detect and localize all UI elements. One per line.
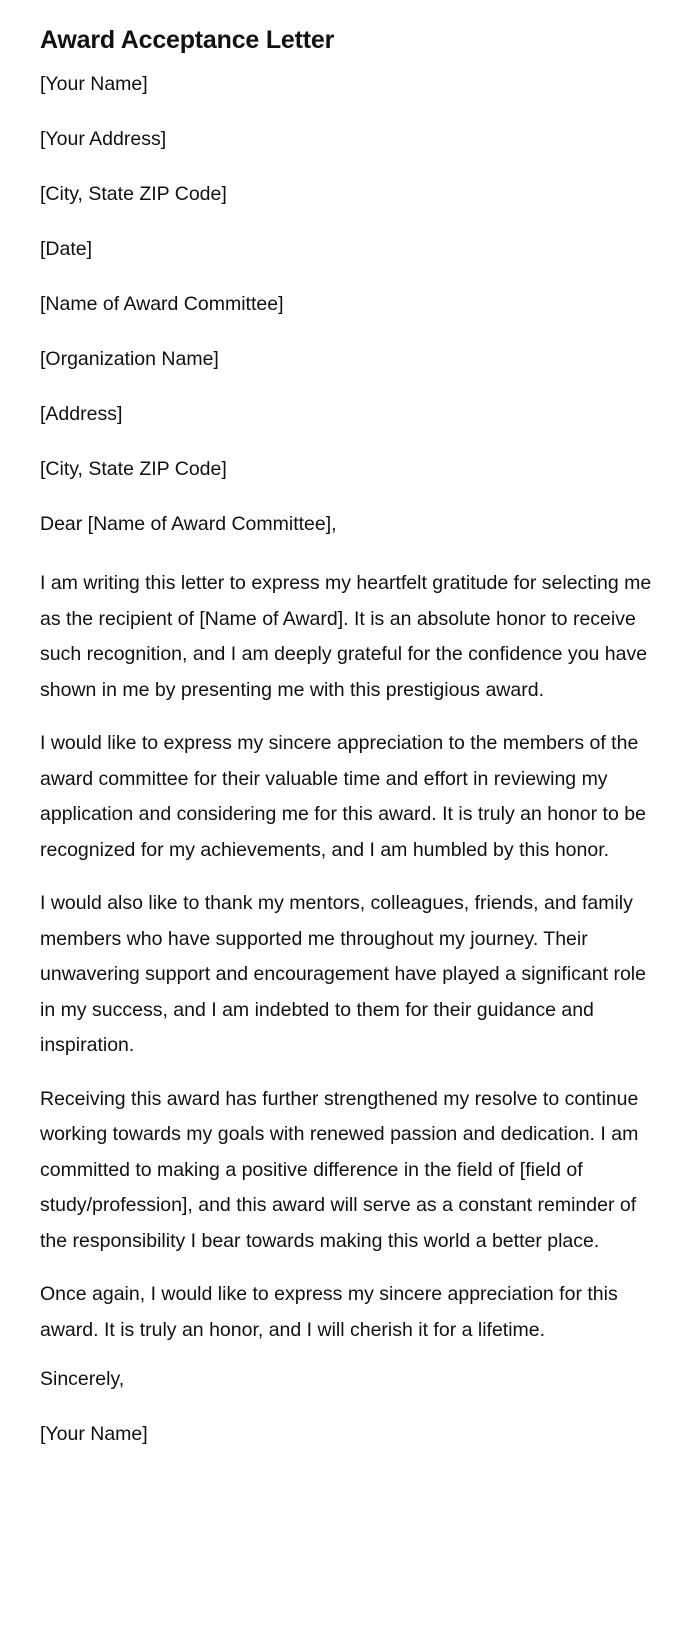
sender-city-state-zip: [City, State ZIP Code] bbox=[40, 183, 227, 205]
body-paragraph: Once again, I would like to express my sincere appreciation for this award. It is truly an honor, and I will cherish it for a lifetime. bbox=[40, 1283, 618, 1341]
letter-title: Award Acceptance Letter bbox=[40, 26, 335, 54]
closing: Sincerely, bbox=[40, 1368, 125, 1390]
sender-address: [Your Address] bbox=[40, 128, 167, 150]
body-paragraph: I would like to express my sincere appreciation to the members of the award committee for their valuable time and effort in reviewing my application and considering me for this award. It is truly an honor to be recognized for my achievements, and I am humbled by this honor. bbox=[40, 732, 646, 861]
salutation: Dear [Name of Award Committee], bbox=[40, 513, 337, 535]
body-paragraph: I am writing this letter to express my heartfelt gratitude for selecting me as the recipient of [Name of Award]. It is an absolute honor to receive such recognition, and I am deeply grateful for the confidence you have shown in me by presenting me with this prestigious award. bbox=[40, 572, 652, 701]
recipient-address: [Address] bbox=[40, 403, 123, 425]
sender-name: [Your Name] bbox=[40, 73, 148, 95]
body-paragraph: Receiving this award has further strengthened my resolve to continue working towards my goals with renewed passion and dedication. I am committed to making a positive difference in the field of [field of study/profession], and this award will serve as a constant reminder of the responsibility I bear towards making this world a better place. bbox=[40, 1087, 639, 1252]
recipient-city-state-zip: [City, State ZIP Code] bbox=[40, 458, 227, 480]
letter-date: [Date] bbox=[40, 238, 93, 260]
recipient-committee: [Name of Award Committee] bbox=[40, 293, 284, 315]
signature-name: [Your Name] bbox=[40, 1423, 148, 1445]
body-paragraph: I would also like to thank my mentors, colleagues, friends, and family members who have supported me throughout my journey. Their unwavering support and encouragement have played a significant role in my success, and I am indebted to them for their guidance and inspiration. bbox=[40, 892, 646, 1056]
recipient-organization: [Organization Name] bbox=[40, 348, 219, 370]
